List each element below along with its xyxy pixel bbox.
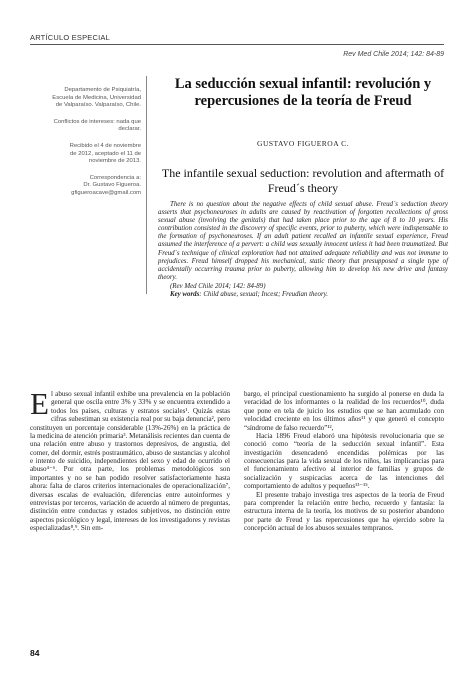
article-title-english: The infantile sexual seduction: revolution and aftermath of Freud´s theory	[161, 166, 445, 195]
body-paragraph: Hacia 1896 Freud elaboró una hipótesis revolucionaria que se conoció como “teoría de la seducción sexual infantil”. Esta investigación desencadenó encendidas polémicas por las consecuencias para la vida sexual de los niños, las implicancias para el funcionamiento afectivo al interior de familias y grupos de socialización y suspicacias acerca de las intenciones del comportamiento de adultos y pequeños¹³⁻¹⁵.	[244, 431, 444, 491]
sidebar-notes	[30, 87, 141, 207]
correspondence-info: Correspondencia a: Dr. Gustavo Figueroa. gfigueroacave@gmail.com	[71, 174, 141, 196]
body-column-left	[30, 386, 230, 532]
drop-cap: E	[30, 386, 49, 421]
abstract-reference: (Rev Med Chile 2014; 142: 84-89)	[170, 282, 266, 290]
body-paragraph: El presente trabajo investiga tres aspectos de la teoría de Freud para comprender la relación entre hecho, recuerdo y fantasía: la estructura interna de la teoría, los motivos de su posterior abandono por parte de Freud y las repercusiones que ha ejercido sobre la concepción actual de los abusos sexuales tempranos.	[244, 490, 444, 532]
article-body	[30, 386, 444, 532]
keywords-label: Key words	[170, 291, 200, 299]
body-paragraph: bargo, el principal cuestionamiento ha surgido al ponerse en duda la veracidad de los informantes o la realidad de los recuerdos¹⁰, duda que pone en tela de juicio los estudios que se han acumulado con velocidad creciente en los últimos años¹¹ y que generó el concepto “síndrome de falso recuerdo”¹²,	[244, 390, 444, 432]
header-rule	[30, 44, 444, 45]
abstract-keywords	[158, 291, 448, 299]
author-affiliation: Departamento de Psiquiatría, Escuela de Medicina, Universidad de Valparaíso. Valparaíso, Chile.	[52, 87, 141, 109]
sidebar-divider	[146, 76, 147, 294]
body-column-right	[244, 390, 444, 532]
abstract-text: There is no question about the negative effects of child sexual abuse. Freud´s seduction theory asserts that psychoneuroses in adults are caused by reactivation of forgotten recollections of gross sexual abuse (involving the genitals) that had taken place prior to the age of 8 to 10 years. His contribution consisted in the discovery of specific events, prior to puberty, which were indispensable to the formation of psychoneuroses. If an adult patient recalled an infantile sexual experience, Freud assumed the interference of a pervert: a child was sexually innocent unless it had been traumatized. But Freud´s technique of clinical exploration had not attained adequate reliability and was not immune to prejudices. Freud himself dropped his mechanical, static theory that presupposed a single type of accidentally occurring trauma prior to puberty, allowing him to develop his new drive and fantasy theory.	[158, 201, 448, 281]
section-label: ARTÍCULO ESPECIAL	[30, 33, 110, 42]
page-number: 84	[30, 648, 40, 658]
journal-citation: Rev Med Chile 2014; 142: 84-89	[343, 51, 444, 58]
paragraph-text: l abuso sexual infantil exhibe una prevalencia en la población general que oscila entre 3% y 33% y se encuentra extendido a todos los países, culturas y estratos sociales¹. Quizás estas cifras subestiman su existencia real por su baja denuncia², pero constituyen un porcentaje considerable (13%-26%) en la práctica de la medicina de atención primaria³. Metanálisis recientes dan cuenta de una relación entre abuso y trastornos depresivos, de angustia, del comer, del dormir, estrés postraumático, abuso de sustancias y alcohol e intento de suicidio, independientes del sexo y edad de ocurrido el abuso⁴⁻⁶. Por otra parte, los problemas metodológicos son importantes y no se han podido resolver satisfactoriamente hasta ahora: falta de claros criterios internacionales de operacionalización⁷, diversas escalas de evaluación, diferencias entre autoinformes y entrevistas por terceros, variación de acuerdo al número de preguntas, distinción entre conductas y estados subjetivos, no distinción entre aspectos psicológico y legal, intereses de los investigadores y revistas especializadas⁸,⁹. Sin em-	[30, 390, 230, 532]
article-title-spanish: La seducción sexual infantil: revolución y repercusiones de la teoría de Freud	[174, 76, 432, 109]
body-paragraph	[30, 386, 230, 532]
conflict-statement: Conflictos de intereses: nada que declarar.	[53, 118, 141, 133]
keywords-list: : Child abuse, sexual; Incest; Freudian theory.	[199, 291, 329, 299]
article-author: GUSTAVO FIGUEROA C.	[257, 139, 349, 148]
submission-dates: Recibido el 4 de noviembre de 2012, aceptado el 11 de noviembre de 2013.	[69, 142, 141, 165]
abstract	[158, 201, 448, 299]
